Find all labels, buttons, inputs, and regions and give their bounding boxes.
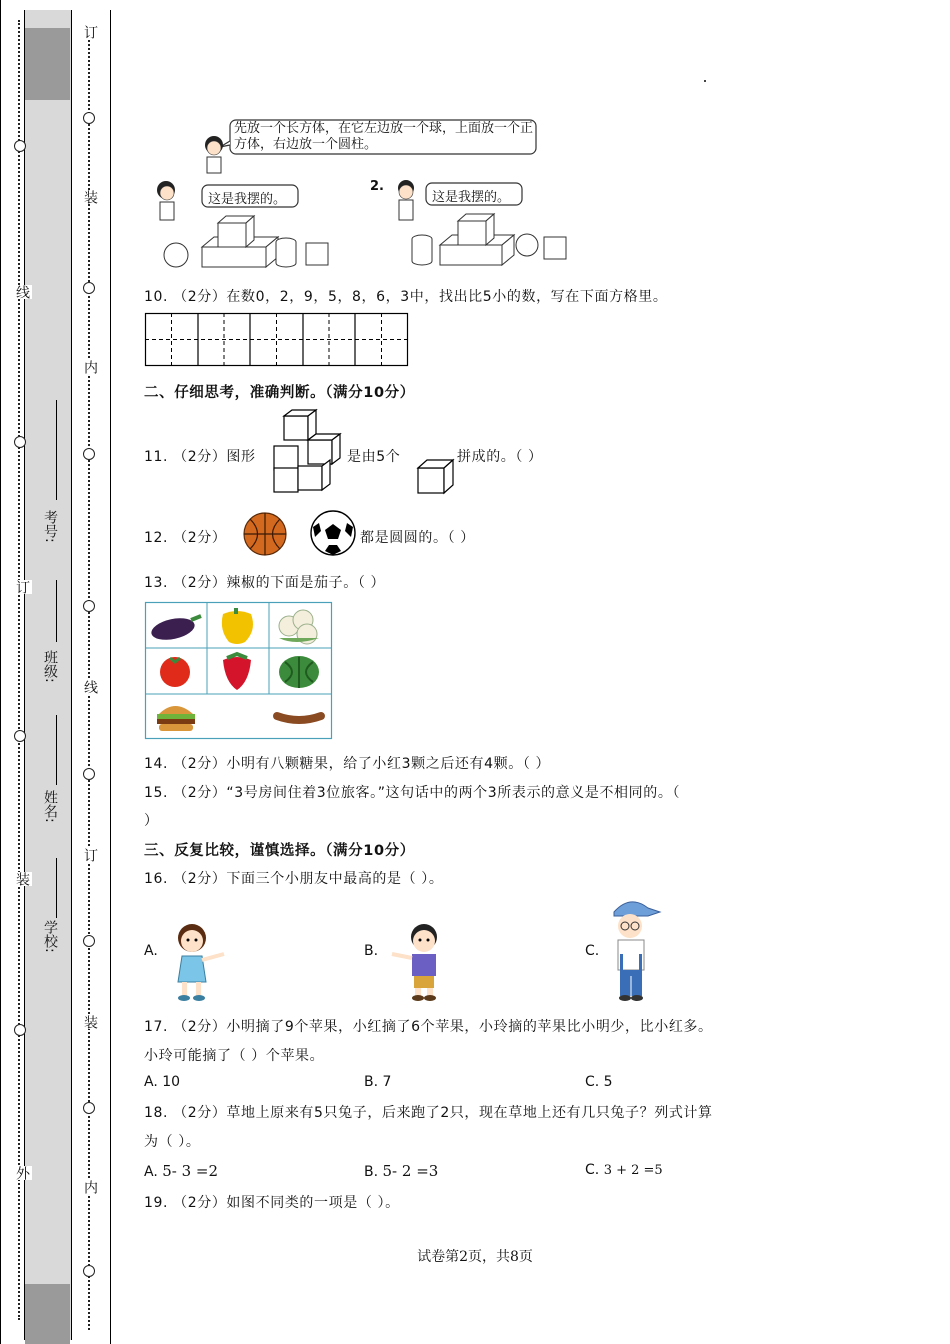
name-label: 姓名: bbox=[42, 790, 58, 823]
circle-mark bbox=[14, 436, 26, 448]
xian-label-right: 线 bbox=[82, 680, 98, 694]
ding-label: 订 bbox=[14, 580, 30, 594]
q9-speech-2: 这是我摆的。 bbox=[432, 190, 511, 205]
circle-mark bbox=[83, 448, 95, 460]
q10-text: 10. （2分）在数0，2，9，5，8，6，3中，找出比5小的数，写在下面方格里。 bbox=[144, 289, 668, 305]
q18-c-formula: 3 + 2 =5 bbox=[603, 1163, 663, 1178]
q18-line2: 为（ ）。 bbox=[144, 1134, 201, 1150]
q18-c-label: C. bbox=[585, 1162, 600, 1178]
circle-mark bbox=[83, 1102, 95, 1114]
id-line bbox=[56, 400, 57, 500]
q18-a-formula: 5- 3 =2 bbox=[162, 1162, 219, 1180]
q18-line1: 18. （2分）草地上原来有5只兔子，后来跑了2只，现在草地上还有几只兔子？列式计算 bbox=[144, 1105, 713, 1121]
q11-stacked-cubes bbox=[272, 410, 347, 494]
class-line bbox=[56, 580, 57, 642]
q16-option-a[interactable]: A. bbox=[144, 943, 158, 959]
q18-b-label: B. bbox=[364, 1164, 379, 1180]
id-label: 考号: bbox=[42, 510, 58, 543]
stray-dot bbox=[704, 80, 706, 82]
q18-b-formula: 5- 2 =3 bbox=[382, 1162, 439, 1180]
q9-speech-main: 先放一个长方体，在它左边放一个球，上面放一个正方体，右边放一个圆柱。 bbox=[234, 121, 534, 152]
zhuang-label: 装 bbox=[14, 872, 30, 886]
q9-label-2: 2. bbox=[370, 179, 384, 194]
q13-text: 13. （2分）辣椒的下面是茄子。（ ） bbox=[144, 575, 386, 591]
nei2-label-right: 内 bbox=[82, 1180, 98, 1194]
q16-option-c[interactable]: C. bbox=[585, 943, 600, 959]
right-border bbox=[110, 10, 111, 1344]
school-label: 学校: bbox=[42, 920, 58, 953]
q11-unit-cube bbox=[417, 459, 455, 495]
zhuang-label-right: 装 bbox=[82, 190, 98, 204]
soccer-ball-image bbox=[309, 509, 357, 557]
q12-prefix: 12. （2分） bbox=[144, 530, 227, 546]
gray-band-bottom bbox=[25, 1284, 70, 1344]
section2-title: 二、仔细思考，准确判断。（满分10分） bbox=[144, 385, 415, 401]
basketball-image bbox=[242, 511, 288, 557]
q18-option-b[interactable] bbox=[364, 1162, 438, 1180]
q17-line1: 17. （2分）小明摘了9个苹果，小红摘了6个苹果，小玲摘的苹果比小明少，比小红多。 bbox=[144, 1019, 713, 1035]
q10-answer-grid[interactable] bbox=[145, 313, 409, 367]
q13-vegetable-grid bbox=[145, 602, 333, 740]
q11-prefix: 11. （2分）图形 bbox=[144, 449, 256, 465]
section3-title: 三、反复比较，谨慎选择。（满分10分） bbox=[144, 843, 415, 859]
q17-option-b[interactable]: B. 7 bbox=[364, 1074, 392, 1090]
binding-margin bbox=[0, 0, 115, 1344]
circle-mark bbox=[83, 112, 95, 124]
outer-dotted-line bbox=[18, 20, 20, 1320]
q14-text: 14. （2分）小明有八颗糖果，给了小红3颗之后还有4颗。（ ） bbox=[144, 756, 551, 772]
child-a-girl-image bbox=[166, 920, 230, 1002]
q17-option-c[interactable]: C. 5 bbox=[585, 1074, 613, 1090]
xian-label: 线 bbox=[14, 285, 30, 299]
q15-line1: 15. （2分）“3号房间住着3位旅客。”这句话中的两个3所表示的意义是不相同的。（ bbox=[144, 785, 681, 801]
q12-suffix: 都是圆圆的。（ ） bbox=[360, 530, 475, 546]
q11-suffix: 拼成的。（ ） bbox=[457, 449, 543, 465]
name-line bbox=[56, 715, 57, 785]
top-ding-label: 订 bbox=[82, 25, 98, 39]
circle-mark bbox=[14, 1024, 26, 1036]
ding-label-right: 订 bbox=[82, 848, 98, 862]
child-c-boy-cap-image bbox=[606, 894, 662, 1002]
circle-mark bbox=[14, 140, 26, 152]
nei-label-right: 内 bbox=[82, 360, 98, 374]
q15-line2: ） bbox=[144, 813, 159, 829]
q9-speech-1: 这是我摆的。 bbox=[208, 192, 287, 207]
q18-option-a[interactable] bbox=[144, 1162, 218, 1180]
q18-option-c[interactable] bbox=[585, 1162, 663, 1178]
q18-a-label: A. bbox=[144, 1164, 158, 1180]
circle-mark bbox=[83, 282, 95, 294]
q11-middle: 是由5个 bbox=[347, 449, 401, 465]
circle-mark bbox=[83, 935, 95, 947]
circle-mark bbox=[83, 768, 95, 780]
circle-mark bbox=[83, 600, 95, 612]
page-footer: 试卷第2页，共8页 bbox=[417, 1249, 533, 1265]
q16-option-b[interactable]: B. bbox=[364, 943, 379, 959]
class-label: 班级: bbox=[42, 650, 58, 683]
wai-label: 外 bbox=[14, 1166, 30, 1180]
gray-band-top bbox=[25, 28, 70, 100]
q19-text: 19. （2分）如图不同类的一项是（ ）。 bbox=[144, 1195, 400, 1211]
zhuang2-label-right: 装 bbox=[82, 1015, 98, 1029]
circle-mark bbox=[83, 1265, 95, 1277]
q16-text: 16. （2分）下面三个小朋友中最高的是（ ）。 bbox=[144, 871, 444, 887]
q17-line2: 小玲可能摘了（ ）个苹果。 bbox=[144, 1048, 325, 1064]
school-line bbox=[56, 858, 57, 918]
q17-option-a[interactable]: A. 10 bbox=[144, 1074, 181, 1090]
child-b-boy-image bbox=[388, 920, 452, 1002]
left-border bbox=[0, 0, 1, 1344]
circle-mark bbox=[14, 730, 26, 742]
